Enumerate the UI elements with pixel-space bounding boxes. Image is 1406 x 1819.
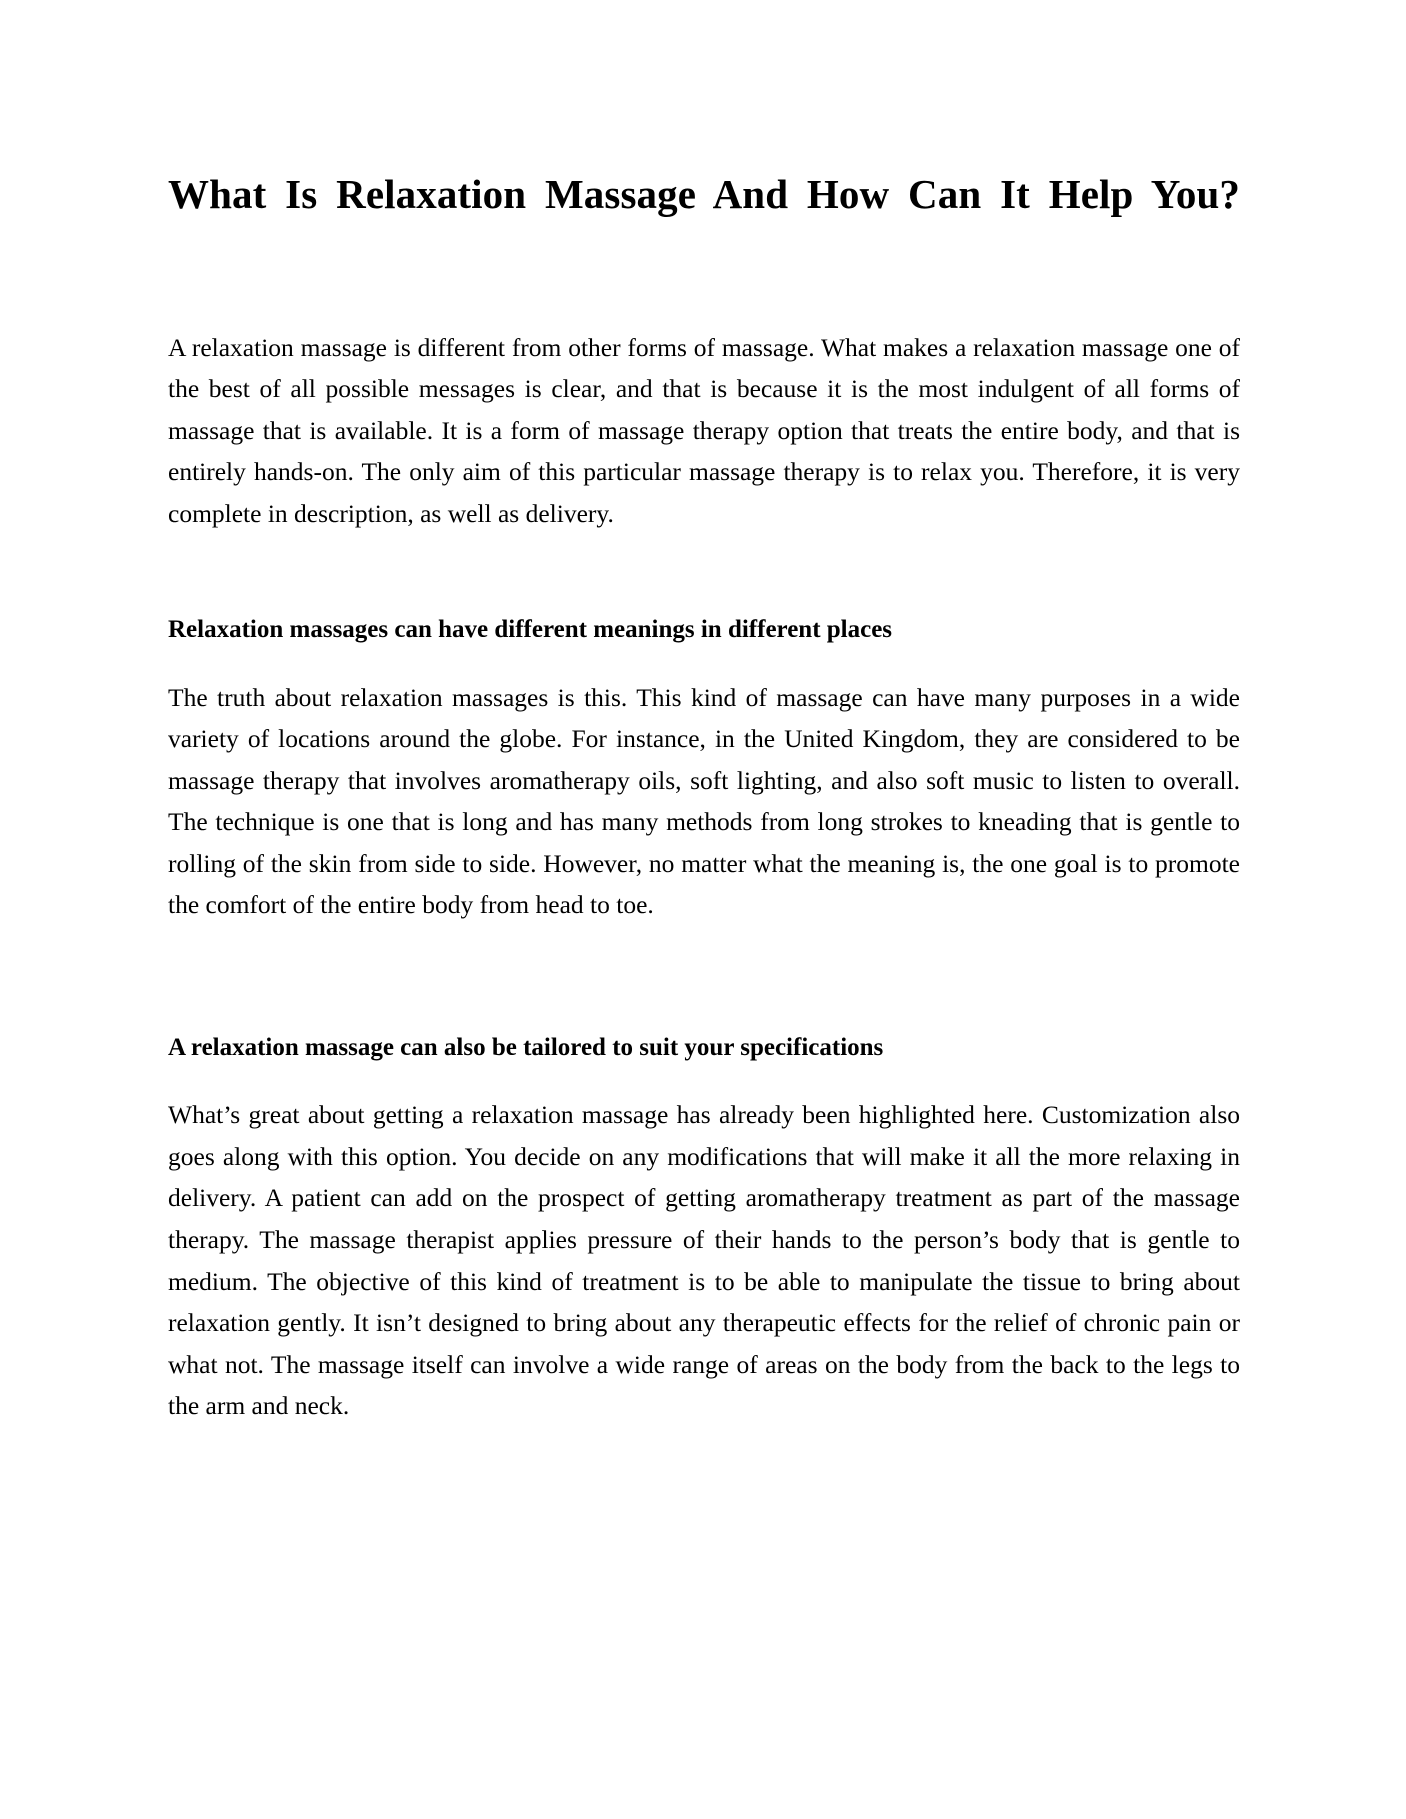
section-paragraph-tailored: What’s great about getting a relaxation massage has already been highlighted here. Customization also goes along with this option. You decide on any modifications that will make it all the more relaxing in delivery. A patient can add on the prospect of getting aromatherapy treatment as part of the massage therapy. The massage therapist applies pressure of their hands to the person’s body that is gentle to medium. The objective of this kind of treatment is to be able to manipulate the tissue to bring about relaxation gently. It isn’t designed to bring about any therapeutic effects for the relief of chronic pain or what not. The massage itself can involve a wide range of areas on the body from the back to the legs to the arm and neck.: [168, 1100, 1240, 1421]
section-heading-meanings: Relaxation massages can have different meanings in different places: [168, 616, 893, 644]
section-paragraph-meanings: The truth about relaxation massages is this. This kind of massage can have many purposes in a wide variety of locations around the globe. For instance, in the United Kingdom, they are considered to be massage therapy that involves aromatherapy oils, soft lighting, and also soft music to listen to overall. The technique is one that is long and has many methods from long strokes to kneading that is gentle to rolling of the skin from side to side. However, no matter what the meaning is, the one goal is to promote the comfort of the entire body from head to toe.: [168, 682, 1240, 920]
spacer: [168, 1066, 1240, 1094]
section-heading-tailored: A relaxation massage can also be tailored to suit your specifications: [168, 1034, 884, 1062]
spacer: [168, 649, 1240, 677]
intro-paragraph: A relaxation massage is different from other forms of massage. What makes a relaxation massage one of the best of all possible messages is clear, and that is because it is the most indulgent of all forms of massage that is available. It is a form of massage therapy option that treats the entire body, and that is entirely hands-on. The only aim of this particular massage therapy is to relax you. Therefore, it is very complete in description, as well as delivery.: [168, 332, 1240, 528]
document-content: [168, 168, 1240, 1427]
spacer: [168, 926, 1240, 1030]
spacer: [168, 534, 1240, 612]
page-title: What Is Relaxation Massage And How Can It Help You?: [168, 171, 1240, 217]
